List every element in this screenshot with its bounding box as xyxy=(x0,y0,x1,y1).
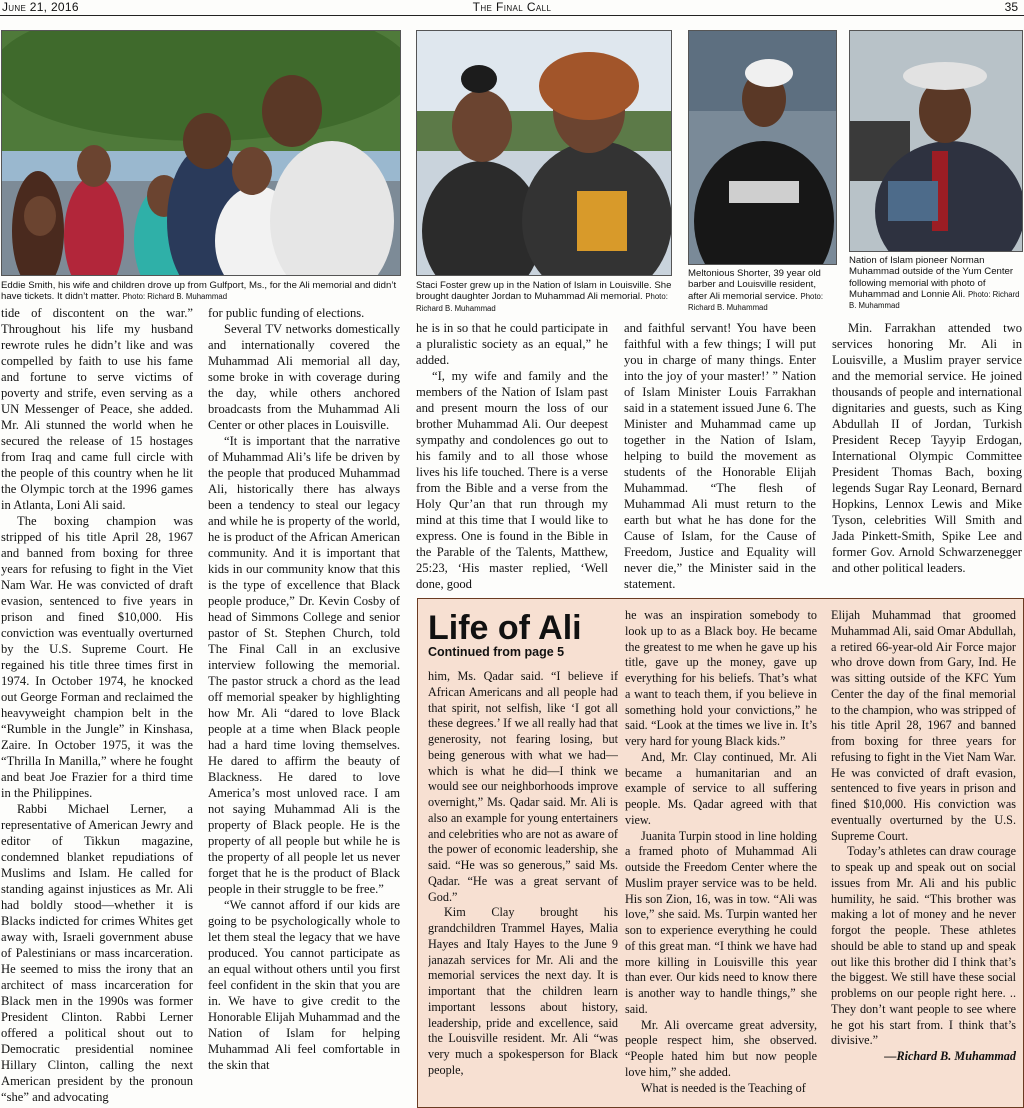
article-paragraph: tide of discontent on the war.” Throughout his life my husband rewrote rules he didn’t like and was compelled by faith to use his fame and fortune to serve victims of poverty and strife, even serving as a UN Messenger of Peace, she added. Mr. Ali stunned the world when he secured the release of 15 hostages from Iraq and came full circle with the people of this country when he lit the Olympic torch at the 1996 games in Atlanta, Loni Ali said. xyxy=(1,306,193,512)
mother-daughter-photo-icon xyxy=(417,31,671,275)
box-paragraph: Mr. Ali overcame great adversity, people respect him, she observed. “People hated him but now people love him,” she added. xyxy=(625,1017,817,1079)
photo-credit: Photo: Richard B. Muhammad xyxy=(688,291,824,312)
box-heading xyxy=(428,611,618,666)
article-paragraph: The boxing champion was stripped of his title April 28, 1967 and banned from boxing for three years for refusing to fight in the Viet Nam War. He was convicted of draft evasion, sentenced to five years in prison and fined $10,000. His conviction was eventually overturned by the U.S. Supreme Court. He regained his title three times first in 1974. In October 1974, he knocked out George Forman and reclaimed the heavyweight champion belt in the “Rumble in the Jungle” in Kinshasa, Zaire. In October 1975, it was the “Thrilla In Manilla,” where he fought and beat Joe Frazier for a third time in the Philippines. xyxy=(1,514,193,800)
elder-with-photo-photo xyxy=(849,30,1023,252)
box-paragraph: What is needed is the Teaching of xyxy=(641,1080,806,1095)
article-paragraph: Min. Farrakhan attended two services honoring Mr. Ali in Louisville, a Muslim prayer service and the memorial service. He joined thousands of people and international dignitaries and guests, such as King Abdullah II of Jordan, Turkish President Recep Tayyip Erdogan, International Olympic Committee President Thomas Bach, boxing legends Sugar Ray Leonard, Bernard Hopkins, Lennox Lewis and Mike Tyson, celebrities Will Smith and Jada Pinkett-Smith, Spike Lee and former Gov. Arnold Schwarzenegger and other political leaders. xyxy=(832,321,1022,575)
elder-with-photo-photo-icon xyxy=(850,31,1022,251)
photo-caption-3 xyxy=(688,268,836,313)
article-paragraph: “It is important that the narrative of Muhammad Ali’s life be driven by the people that produced Muhammad Ali, historically there has always been a tendency to steal our legacy and while he is property of the world, he is product of the African American community. And it is important that kids in our community know that this is the type of excellence that Black people produce,” Dr. Kevin Cosby of head of Simmons College and senior pastor of St. Stephen Church, told The Final Call in an exclusive interview following the memorial. The pastor struck a chord as the lead off memorial speaker by highlighting how Mr. Ali “dared to love Black people at a time when Black people had a hard time loving themselves. He dared to affirm the beauty of Blackness. He dared to love America’s most unloved race. I am not saying Muhammad Ali is the property of Black people. He is the property of all people but while he is the property of all people let us never forget that he is the product of Black people in their struggle to be free.” xyxy=(208,434,400,896)
article-column-1 xyxy=(1,305,193,1105)
caption-text: Meltonious Shorter, 39 year old barber and Louisville resident, after Ali memorial service. xyxy=(688,268,821,302)
box-paragraph: Kim Clay brought his grandchildren Trammel Hayes, Malia Hayes and Italy Hayes to the June 9 janazah services for Mr. Ali and the memorial services the next day. It is important that the children learn important lessons about history, leadership, pride and excellence, said the Louisville resident. Mr. Ali “was very much a spokesperson for Black people, xyxy=(428,905,618,1077)
family-photo-icon xyxy=(2,31,400,275)
article-paragraph: and faithful servant! You have been faithful with a few things; I will put you in charge of many things. Enter into the joy of your master!’ ” Nation of Islam Minister Louis Farrakhan said in a statement issued June 6. The Minister and Muhammad came up together in the Nation of Islam, helping to build the movement as students of the Honorable Elijah Muhammad. “The flesh of Muhammad Ali must return to the earth but what he has done for the Cause of Islam, for the Cause of Freedom, Justice and Equality will never die,” the Minister said in the statement. xyxy=(624,321,816,591)
caption-text: Nation of Islam pioneer Norman Muhammad outside of the Yum Center following memorial with photo of Muhammad and Lonnie Ali. xyxy=(849,255,1014,300)
mother-daughter-photo xyxy=(416,30,672,276)
photo-caption-1 xyxy=(1,280,401,303)
article-paragraph: “I, my wife and family and the members of the Nation of Islam past and present mourn the loss of our brother Muhammad Ali. Our deepest sympathy and condolences go out to his family and to all those whose lives his life touched. There is a verse from the Bible and a verse from the Holy Qur’an that run through my mind at this time that I would like to express. One is found in the Bible in the Parable of the Talents, Matthew, 25:23, ‘His master replied, ‘Well done, good xyxy=(416,369,608,591)
box-subtitle: Continued from page 5 xyxy=(428,645,565,659)
man-in-shirt-photo-icon xyxy=(689,31,836,264)
box-paragraph: And, Mr. Clay continued, Mr. Ali became a humanitarian and an example of service to all suffering people. Ms. Qadar agreed with that view. xyxy=(625,749,817,827)
box-column-1 xyxy=(428,669,618,1103)
article-column-4 xyxy=(624,320,816,592)
photo-credit: Photo: Richard B. Muhammad xyxy=(122,292,228,302)
page-number: 35 xyxy=(1004,0,1018,14)
box-paragraph: Today’s athletes can draw courage to speak up and speak out on social issues from Mr. Ali and his public humility, he said. “This brother was making a lot of money and he never forgot the people. These athletes should be able to stand up and speak out like this brother did I think that’s the biggest. We still have these social problems on our people right here. .. They don’t want people to see where he got his start from. I think that’s divisive.” xyxy=(831,844,1016,1048)
photo-credit: Photo: Richard B. Muhammad xyxy=(849,289,1020,311)
photo-caption-4 xyxy=(849,255,1023,311)
man-in-shirt-photo xyxy=(688,30,837,265)
article-column-5 xyxy=(832,320,1022,592)
box-column-2 xyxy=(625,608,817,1103)
box-title: Life of Ali xyxy=(428,609,582,647)
article-paragraph: Several TV networks domestically and internationally covered the Muhammad Ali memorial all day, some broke in with coverage during the day, while others anchored broadcasts from the Muhammad Ali Center or other places in Louisville. xyxy=(208,322,400,432)
box-paragraph: Elijah Muhammad that groomed Muhammad Ali, said Omar Abdullah, a retired 66-year-old Air Force major who drove down from Gary, Ind. He was sitting outside of the KFC Yum Center the day of the final memorial to the champion, who was stripped of his title April 28, 1967 and banned from boxing for three years for refusing to fight in the Viet Nam War. He was convicted of draft evasion, sentenced to five years in prison and fined $10,000. His conviction was eventually overturned by the U.S. Supreme Court. xyxy=(831,608,1016,843)
box-paragraph: him, Ms. Qadar said. “I believe if African Americans and all people had that spirit, not selfish, like ‘I got all these degrees.’ If we all really had that generosity, not fearing losing, but being generous with what we had—which is what he did—I think we would see our neighborhoods improve overnight,” Ms. Qadar said. Mr. Ali is also an example for young entertainers and celebrities who are not as aware of the power of economic leadership, she said. “He was so generous,” said Ms. Qadar. “He was a great servant of God.” xyxy=(428,669,618,904)
article-paragraph: Rabbi Michael Lerner, a representative of American Jewry and editor of Tikkun magazine, condemned blanket repudiations of Muslims and Islam. He called for standing against injustices as Mr. Ali had boldly stood—whether it is Blacks indicted for crimes Whites get away with, Israeli government abuse of Palestinians or mass incarceration. He seemed to miss the irony that an architect of mass incarceration for Black men in the 1990s was former President Clinton. Rabbi Lerner offered a political shout out to Democratic presidential nominee Hillary Clinton, calling the next American president by the pronoun “she” and advocating xyxy=(1,802,193,1104)
life-of-ali-box xyxy=(417,598,1024,1108)
article-paragraph: he is in so that he could participate in a pluralistic society as an equal,” he added. xyxy=(416,321,608,367)
family-photo xyxy=(1,30,401,276)
photo-credit: Photo: Richard B. Muhammad xyxy=(416,292,668,313)
page-header xyxy=(0,0,1024,16)
byline: —Richard B. Muhammad xyxy=(884,1049,1016,1063)
caption-text: Eddie Smith, his wife and children drove up from Gulfport, Ms., for the Ali memorial and didn’t have tickets. It didn’t matter. xyxy=(1,280,397,303)
article-paragraph: “We cannot afford if our kids are going to be psychologically whole to let them steal the legacy that we have produced. You cannot participate as an equal without others until you first feel confident in the skin that you are in. We have to give credit to the Honorable Elijah Muhammad and the Nation of Islam for helping Muhammad Ali feel comfortable in the skin that xyxy=(208,898,400,1072)
publication-name: The Final Call xyxy=(472,0,552,14)
box-column-3 xyxy=(831,608,1016,1103)
issue-date: June 21, 2016 xyxy=(2,0,79,14)
article-column-3 xyxy=(416,320,608,592)
article-column-2 xyxy=(208,305,400,1105)
box-paragraph: Juanita Turpin stood in line holding a framed photo of Muhammad Ali outside the Freedom Center where the Muslim prayer service was to be held. His son Zion, 16, was in tow. “Ali was love,” she said. Ms. Turpin wanted her son to experience everything he could of this great man. “I think we have had more killing in Louisville this year than ever. Our kids need to know there is another way to handle things,” she said. xyxy=(625,828,817,1016)
article-paragraph: for public funding of elections. xyxy=(208,306,365,320)
caption-text: Staci Foster grew up in the Nation of Islam in Louisville. She brought daughter Jordan to Muhammad Ali memorial. xyxy=(416,280,672,303)
photo-caption-2 xyxy=(416,280,674,314)
box-paragraph: he was an inspiration somebody to look up to as a Black boy. He became the greatest to me when he gave up his title, gave up the money, gave up everything for his beliefs. That’s what a want to teach them, if you believe in something hold your convictions,” he said. “Look at the times we live in. It’s very hard for young Black kids.” xyxy=(625,608,817,748)
